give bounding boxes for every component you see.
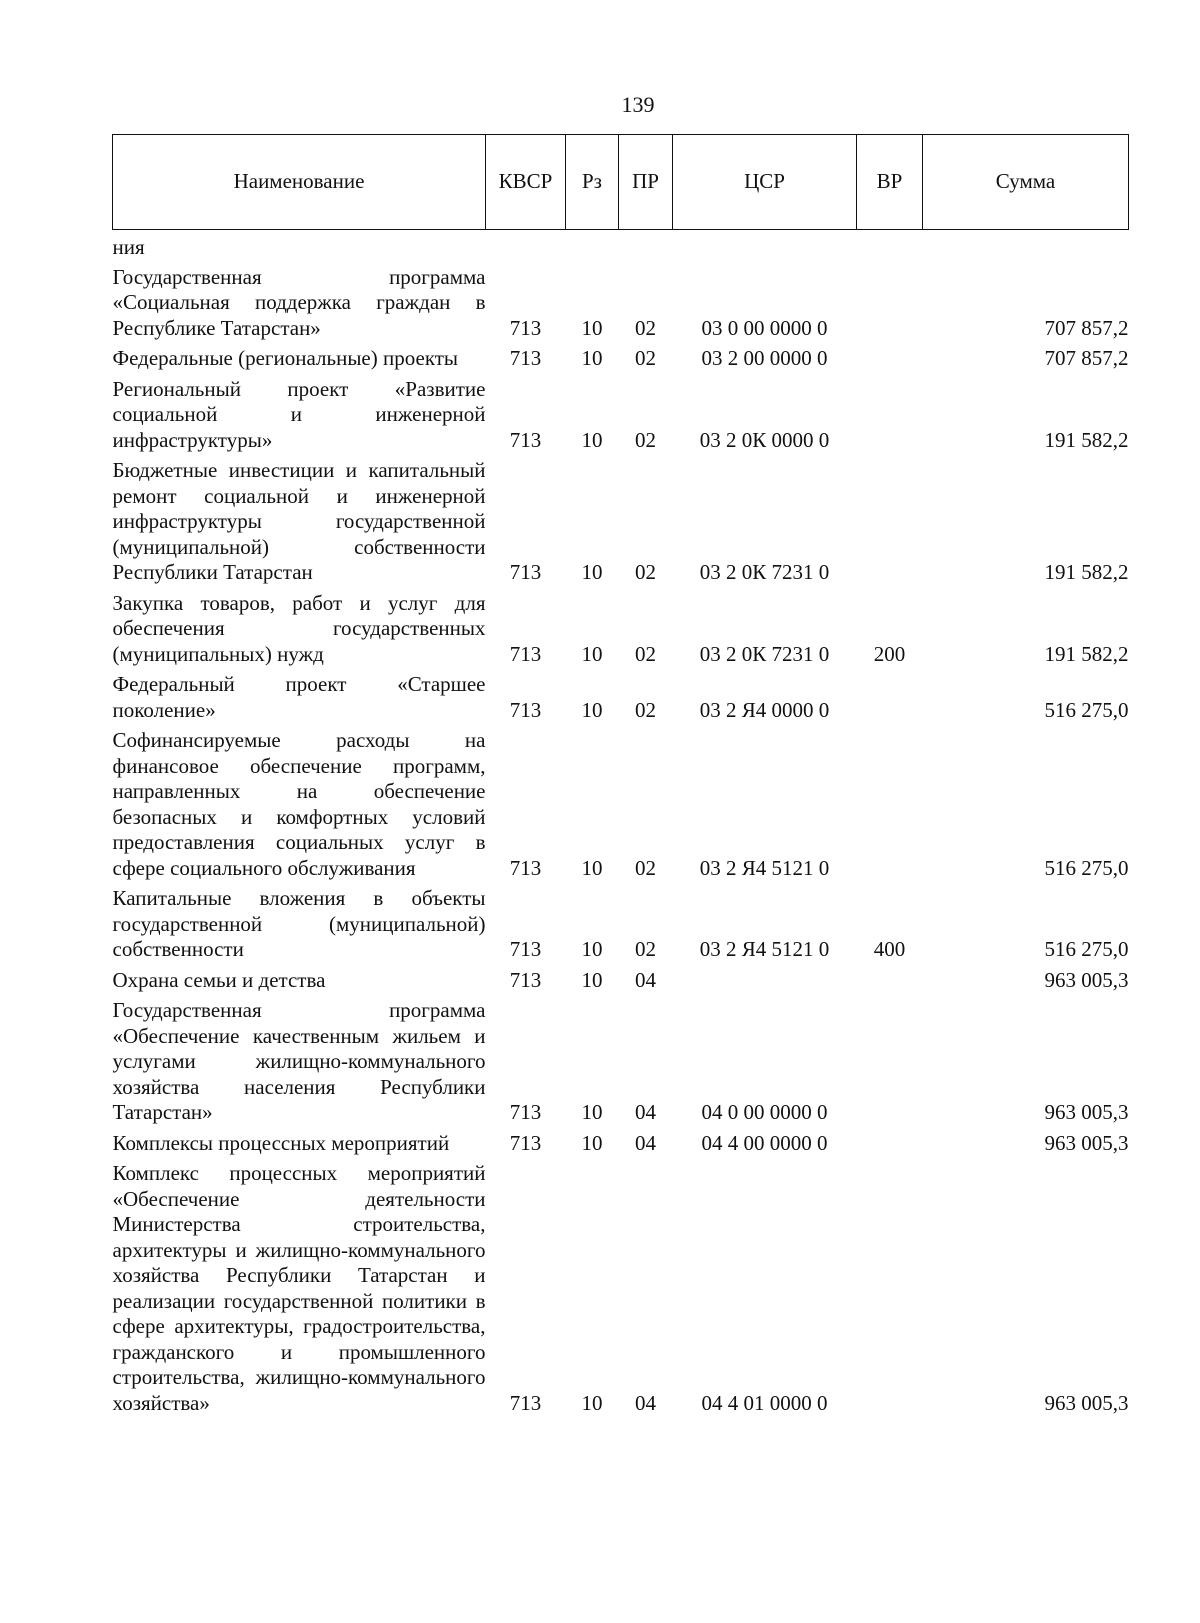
row-csr: 03 2 Я4 5121 0	[699, 937, 830, 961]
row-rz: 10	[581, 1100, 603, 1124]
table-header-row	[113, 135, 1129, 230]
row-csr: 03 2 0К 0000 0	[699, 427, 830, 452]
row-pr: 02	[635, 641, 656, 666]
row-sum: 516 275,0	[1044, 937, 1129, 961]
row-kvsr: 713	[509, 427, 542, 452]
row-csr	[673, 230, 857, 263]
row-csr	[673, 966, 857, 997]
row-sum: 707 857,2	[1044, 315, 1129, 340]
row-rz: 10	[581, 315, 603, 340]
row-vr	[857, 263, 923, 345]
row-rz	[566, 230, 619, 263]
row-name: Бюджетные инвестиции и капитальный ремонт социальной и инженерной инфраструктуры государственной (муниципальной) собственности Республики Татарстан	[112, 458, 486, 584]
row-name: Федеральный проект «Старшее поколение»	[112, 672, 486, 722]
row-kvsr: 713	[509, 560, 542, 584]
table-row	[113, 1159, 1129, 1419]
row-rz: 10	[581, 697, 603, 722]
row-rz: 10	[581, 1390, 603, 1415]
row-pr	[619, 230, 673, 263]
row-name: Государственная программа «Социальная поддержка граждан в Республике Татарстан»	[112, 264, 486, 340]
row-rz: 10	[581, 560, 603, 584]
row-name: ния	[112, 235, 145, 259]
column-header-kvsr: КВСР	[486, 135, 566, 230]
row-csr: 03 2 0К 7231 0	[699, 641, 830, 666]
row-name: Комплекс процессных мероприятий «Обеспечение деятельности Министерства строительства, архитектуры и жилищно-коммунального хозяйства Республики Татарстан и реализации государственной политики в сфере архитектуры, градостроительства, гражданского и промышленного строительства, жилищно-коммунального хозяйства»	[112, 1161, 486, 1415]
row-kvsr: 713	[509, 1100, 542, 1124]
row-csr: 03 2 00 0000 0	[701, 346, 828, 370]
row-pr: 02	[635, 346, 656, 370]
row-rz: 10	[581, 967, 603, 992]
row-vr	[857, 996, 923, 1129]
row-rz: 10	[581, 427, 603, 452]
row-sum: 516 275,0	[1044, 697, 1129, 722]
table-row	[113, 589, 1129, 671]
row-kvsr: 713	[509, 937, 542, 961]
row-kvsr: 713	[509, 855, 542, 880]
row-sum: 191 582,2	[1044, 560, 1129, 584]
row-name: Федеральные (региональные) проекты	[112, 346, 459, 370]
row-vr	[857, 456, 923, 589]
row-csr: 03 0 00 0000 0	[701, 315, 828, 340]
row-pr: 02	[635, 937, 656, 961]
row-vr	[857, 966, 923, 997]
column-header-csr: ЦСР	[673, 135, 857, 230]
row-vr	[857, 1129, 923, 1160]
budget-table	[112, 134, 1129, 1419]
row-pr: 02	[635, 427, 656, 452]
row-pr: 02	[635, 697, 656, 722]
row-kvsr: 713	[509, 1390, 542, 1415]
row-name: Закупка товаров, работ и услуг для обеспечения государственных (муниципальных) нужд	[112, 590, 486, 666]
row-pr: 02	[635, 315, 656, 340]
row-rz: 10	[581, 1130, 603, 1155]
row-rz: 10	[581, 937, 603, 961]
row-sum	[923, 230, 1129, 263]
page-number: 139	[621, 92, 655, 117]
row-pr: 02	[635, 560, 656, 584]
row-name: Государственная программа «Обеспечение качественным жильем и услугами жилищно-коммунального хозяйства населения Республики Татарстан»	[112, 998, 486, 1124]
table-body	[113, 230, 1129, 1420]
row-sum: 707 857,2	[1044, 346, 1129, 370]
table-row	[113, 726, 1129, 884]
row-rz: 10	[581, 641, 603, 666]
table-row	[113, 230, 1129, 263]
row-kvsr: 713	[509, 1130, 542, 1155]
row-rz: 10	[581, 855, 603, 880]
row-vr: 200	[873, 641, 906, 666]
column-header-vr: ВР	[857, 135, 923, 230]
table-row	[113, 966, 1129, 997]
column-header-pr: ПР	[619, 135, 673, 230]
row-csr: 03 2 Я4 0000 0	[699, 697, 830, 722]
row-sum: 516 275,0	[1044, 855, 1129, 880]
row-kvsr: 713	[509, 315, 542, 340]
row-name: Региональный проект «Развитие социальной и инженерной инфраструктуры»	[112, 376, 486, 452]
row-csr: 03 2 0К 7231 0	[699, 560, 830, 584]
row-vr	[857, 230, 923, 263]
row-vr	[857, 670, 923, 726]
row-rz: 10	[581, 346, 603, 370]
row-kvsr: 713	[509, 697, 542, 722]
row-sum: 963 005,3	[1044, 1100, 1129, 1124]
row-csr: 03 2 Я4 5121 0	[699, 855, 830, 880]
row-name: Капитальные вложения в объекты государственной (муниципальной) собственности	[112, 886, 486, 961]
row-sum: 191 582,2	[1044, 427, 1129, 452]
row-pr: 04	[635, 1130, 656, 1155]
row-sum: 963 005,3	[1044, 1390, 1129, 1415]
table-row	[113, 344, 1129, 375]
row-csr: 04 0 00 0000 0	[701, 1100, 828, 1124]
row-sum: 963 005,3	[1044, 1130, 1129, 1155]
row-kvsr: 713	[509, 346, 542, 370]
column-header-rz: Рз	[566, 135, 619, 230]
row-sum: 191 582,2	[1044, 641, 1129, 666]
row-csr: 04 4 00 0000 0	[701, 1130, 828, 1155]
column-header-name: Наименование	[113, 135, 486, 230]
row-name: Охрана семьи и детства	[112, 967, 326, 992]
row-csr: 04 4 01 0000 0	[701, 1390, 828, 1415]
row-vr: 400	[873, 937, 906, 961]
row-vr	[857, 726, 923, 884]
row-name: Комплексы процессных мероприятий	[112, 1130, 450, 1155]
row-vr	[857, 1159, 923, 1419]
table-row	[113, 670, 1129, 726]
row-kvsr: 713	[509, 641, 542, 666]
row-sum: 963 005,3	[1044, 967, 1129, 992]
row-vr	[857, 375, 923, 457]
row-kvsr	[486, 230, 566, 263]
row-pr: 04	[635, 967, 656, 992]
table-row	[113, 996, 1129, 1129]
row-pr: 04	[635, 1390, 656, 1415]
table-row	[113, 1129, 1129, 1160]
row-name: Софинансируемые расходы на финансовое обеспечение программ, направленных на обеспечение безопасных и комфортных условий предоставления социальных услуг в сфере социального обслуживания	[112, 728, 486, 880]
row-vr	[857, 344, 923, 375]
row-kvsr: 713	[509, 967, 542, 992]
row-pr: 02	[635, 855, 656, 880]
row-pr: 04	[635, 1100, 656, 1124]
table-row	[113, 456, 1129, 589]
table-row	[113, 263, 1129, 345]
column-header-sum: Сумма	[923, 135, 1129, 230]
table-row	[113, 884, 1129, 966]
table-row	[113, 375, 1129, 457]
